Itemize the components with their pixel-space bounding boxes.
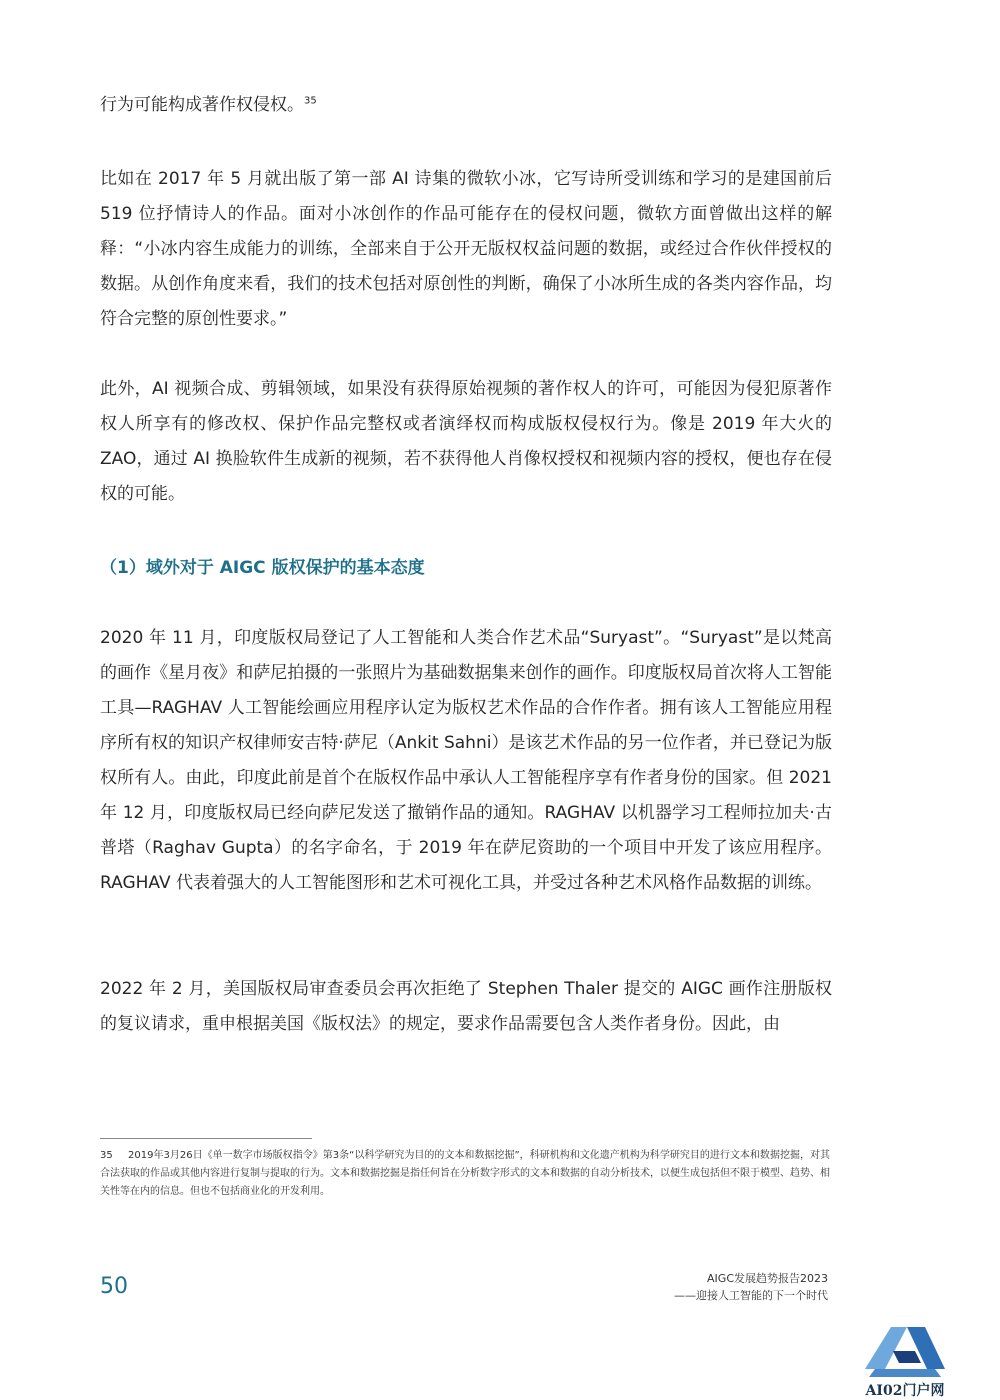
report-subtitle: ——迎接人工智能的下一个时代 — [674, 1289, 828, 1302]
xiaobing-text: 比如在 2017 年 5 月就出版了第一部 AI 诗集的微软小冰，它写诗所受训练和学习的是建国前后 519 位抒情诗人的作品。面对小冰创作的作品可能存在的侵权问题，微软方面曾做出这样的解释：“小冰内容生成能力的训练，全部来自于公开无版权权益问题的数据，或经过合作伙伴授权的数据。从创作角度来看，我们的技术包括对原创性的判断，确保了小冰所生成的各类内容作品，均符合完整的原创性要求。” — [100, 169, 832, 329]
paragraph-xiaobing — [100, 162, 832, 337]
usa-text: 2022 年 2 月，美国版权局审查委员会再次拒绝了 Stephen Thaler 提交的 AIGC 画作注册版权的复议请求，重申根据美国《版权法》的规定，要求作品需要包含人类作者身份。因此，由 — [100, 979, 832, 1034]
report-title-block — [674, 1270, 828, 1304]
footnote-reference[interactable]: 35 — [304, 95, 317, 107]
india-text: 2020 年 11 月，印度版权局登记了人工智能和人类合作艺术品“Suryast”。“Suryast”是以梵高的画作《星月夜》和萨尼拍摄的一张照片为基础数据集来创作的画作。印度版权局首次将人工智能工具—RAGHAV 人工智能绘画应用程序认定为版权艺术作品的合作作者。拥有该人工智能应用程序所有权的知识产权律师安吉特·萨尼（Ankit Sahni）是该艺术作品的另一位作者，并已登记为版权所有人。由此，印度此前是首个在版权作品中承认人工智能程序享有作者身份的国家。但 2021 年 12 月，印度版权局已经向萨尼发送了撤销作品的通知。RAGHAV 以机器学习工程师拉加夫·古普塔（Raghav Gupta）的名字命名，于 2019 年在萨尼资助的一个项目中开发了该应用程序。RAGHAV 代表着强大的人工智能图形和艺术可视化工具，并受过各种艺术风格作品数据的训练。 — [100, 628, 832, 893]
report-title: AIGC发展趋势报告2023 — [707, 1272, 828, 1285]
watermark-text: AI02门户网 — [865, 1383, 945, 1399]
footnote-divider — [100, 1138, 312, 1139]
footnote-text: 2019年3月26日《单一数字市场版权指令》第3条“以科学研究为目的的文本和数据挖掘”，科研机构和文化遗产机构为科学研究目的进行文本和数据挖掘，对其合法获取的作品或其他内容进行复制与提取的行为。文本和数据挖掘是指任何旨在分析数字形式的文本和数据的自动分析技术，以便生成包括但不限于模型、趋势、相关性等在内的信息。但也不包括商业化的开发利用。 — [100, 1150, 830, 1197]
paragraph-india — [100, 621, 832, 901]
paragraph-intro — [100, 88, 832, 123]
page-number: 50 — [100, 1274, 128, 1299]
ai-video-text: 此外，AI 视频合成、剪辑领域，如果没有获得原始视频的著作权人的许可，可能因为侵犯原著作权人所享有的修改权、保护作品完整权或者演绎权而构成版权侵权行为。像是 2019 年大火的 ZAO，通过 AI 换脸软件生成新的视频，若不获得他人肖像权授权和视频内容的授权，便也存在侵权的可能。 — [100, 379, 832, 504]
watermark-logo-icon — [863, 1325, 947, 1379]
footnote — [100, 1147, 830, 1201]
section-heading: （1）域外对于 AIGC 版权保护的基本态度 — [100, 558, 425, 578]
watermark — [855, 1325, 955, 1399]
footnote-number: 35 — [100, 1150, 113, 1161]
paragraph-usa — [100, 972, 832, 1042]
intro-text: 行为可能构成著作权侵权。 — [100, 95, 304, 115]
paragraph-ai-video — [100, 372, 832, 512]
